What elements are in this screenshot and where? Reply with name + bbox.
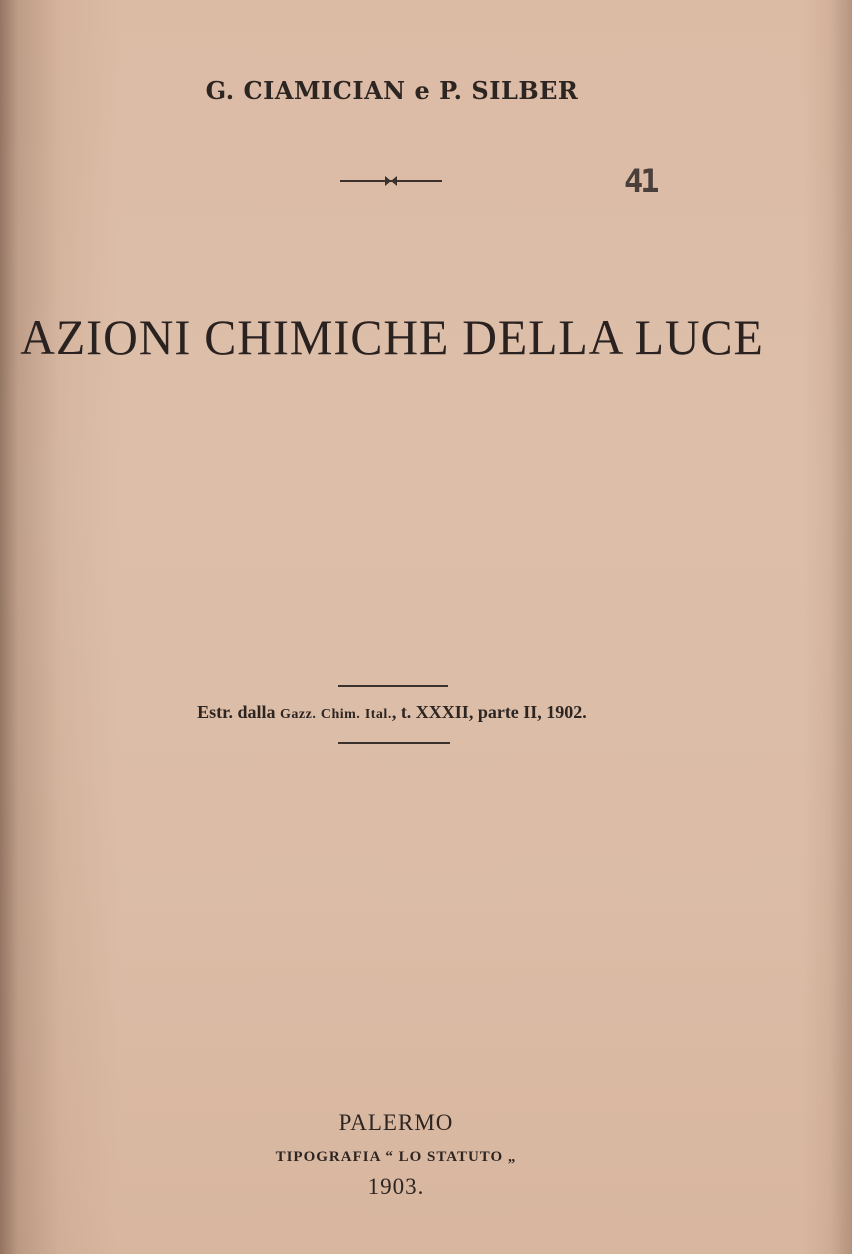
imprint-year: 1903. <box>367 1174 425 1199</box>
rule-bottom <box>338 742 450 744</box>
journal-chim: Chim. <box>320 707 361 722</box>
imprint-city: PALERMO <box>338 1110 454 1135</box>
extract-suffix: , t. XXXII, parte II, 1902. <box>391 702 587 722</box>
journal-gazz: Gazz. <box>280 707 317 722</box>
extract-prefix: Estr. dalla <box>197 702 281 722</box>
stamped-number: 41 <box>624 162 657 200</box>
extract-note <box>0 702 784 723</box>
ornament-divider <box>338 170 444 190</box>
main-title: AZIONI CHIMICHE DELLA LUCE <box>20 309 764 365</box>
journal-ital: Ital. <box>364 707 392 722</box>
rule-top <box>338 685 448 687</box>
authors-line: G. CIAMICIAN e P. SILBER <box>205 76 579 105</box>
imprint-printer: TIPOGRAFIA “ LO STATUTO „ <box>275 1149 517 1165</box>
